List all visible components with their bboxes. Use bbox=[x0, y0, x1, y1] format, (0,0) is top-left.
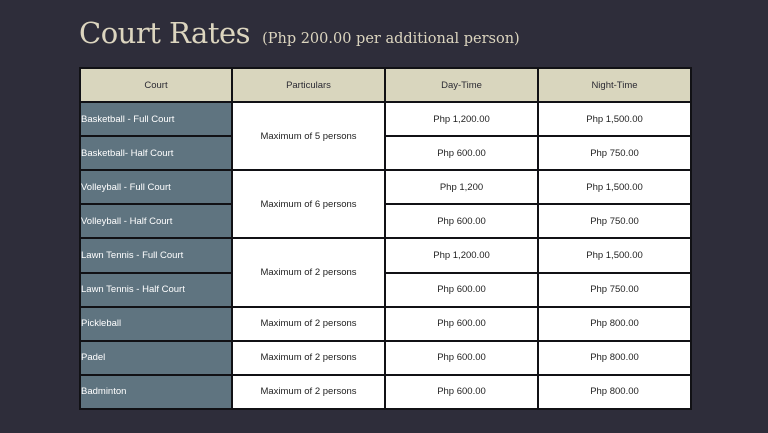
column-header-particulars: Particulars bbox=[232, 68, 385, 102]
column-header-court: Court bbox=[80, 68, 232, 102]
particulars-cell: Maximum of 2 persons bbox=[232, 341, 385, 375]
court-name: Padel bbox=[80, 341, 232, 375]
court-name: Lawn Tennis - Half Court bbox=[80, 273, 232, 307]
night-time-rate: Php 800.00 bbox=[538, 375, 691, 409]
court-name: Lawn Tennis - Full Court bbox=[80, 238, 232, 272]
particulars-cell: Maximum of 2 persons bbox=[232, 375, 385, 409]
table-row bbox=[80, 204, 691, 238]
table-row bbox=[80, 341, 691, 375]
column-header-night-time: Night-Time bbox=[538, 68, 691, 102]
page-title: Court Rates bbox=[79, 16, 251, 50]
page-subtitle: (Php 200.00 per additional person) bbox=[262, 31, 520, 47]
particulars-cell: Maximum of 5 persons bbox=[232, 102, 385, 170]
court-rates-table bbox=[79, 67, 692, 410]
table-row bbox=[80, 170, 691, 204]
court-name: Basketball - Full Court bbox=[80, 102, 232, 136]
court-name: Volleyball - Full Court bbox=[80, 170, 232, 204]
night-time-rate: Php 750.00 bbox=[538, 204, 691, 238]
night-time-rate: Php 1,500.00 bbox=[538, 238, 691, 272]
table-row bbox=[80, 238, 691, 272]
table-row bbox=[80, 273, 691, 307]
particulars-cell: Maximum of 2 persons bbox=[232, 307, 385, 341]
particulars-cell: Maximum of 6 persons bbox=[232, 170, 385, 238]
day-time-rate: Php 600.00 bbox=[385, 341, 538, 375]
column-header-day-time: Day-Time bbox=[385, 68, 538, 102]
table-row bbox=[80, 307, 691, 341]
particulars-cell: Maximum of 2 persons bbox=[232, 238, 385, 306]
table-header-row bbox=[80, 68, 691, 102]
night-time-rate: Php 750.00 bbox=[538, 136, 691, 170]
page-header bbox=[79, 16, 520, 50]
day-time-rate: Php 600.00 bbox=[385, 136, 538, 170]
court-name: Badminton bbox=[80, 375, 232, 409]
court-name: Volleyball - Half Court bbox=[80, 204, 232, 238]
day-time-rate: Php 1,200.00 bbox=[385, 238, 538, 272]
night-time-rate: Php 800.00 bbox=[538, 307, 691, 341]
court-name: Pickleball bbox=[80, 307, 232, 341]
day-time-rate: Php 600.00 bbox=[385, 307, 538, 341]
day-time-rate: Php 1,200 bbox=[385, 170, 538, 204]
night-time-rate: Php 1,500.00 bbox=[538, 170, 691, 204]
day-time-rate: Php 600.00 bbox=[385, 204, 538, 238]
table-row bbox=[80, 102, 691, 136]
day-time-rate: Php 600.00 bbox=[385, 375, 538, 409]
night-time-rate: Php 1,500.00 bbox=[538, 102, 691, 136]
table-row bbox=[80, 136, 691, 170]
day-time-rate: Php 600.00 bbox=[385, 273, 538, 307]
night-time-rate: Php 750.00 bbox=[538, 273, 691, 307]
day-time-rate: Php 1,200.00 bbox=[385, 102, 538, 136]
night-time-rate: Php 800.00 bbox=[538, 341, 691, 375]
court-name: Basketball- Half Court bbox=[80, 136, 232, 170]
table-row bbox=[80, 375, 691, 409]
